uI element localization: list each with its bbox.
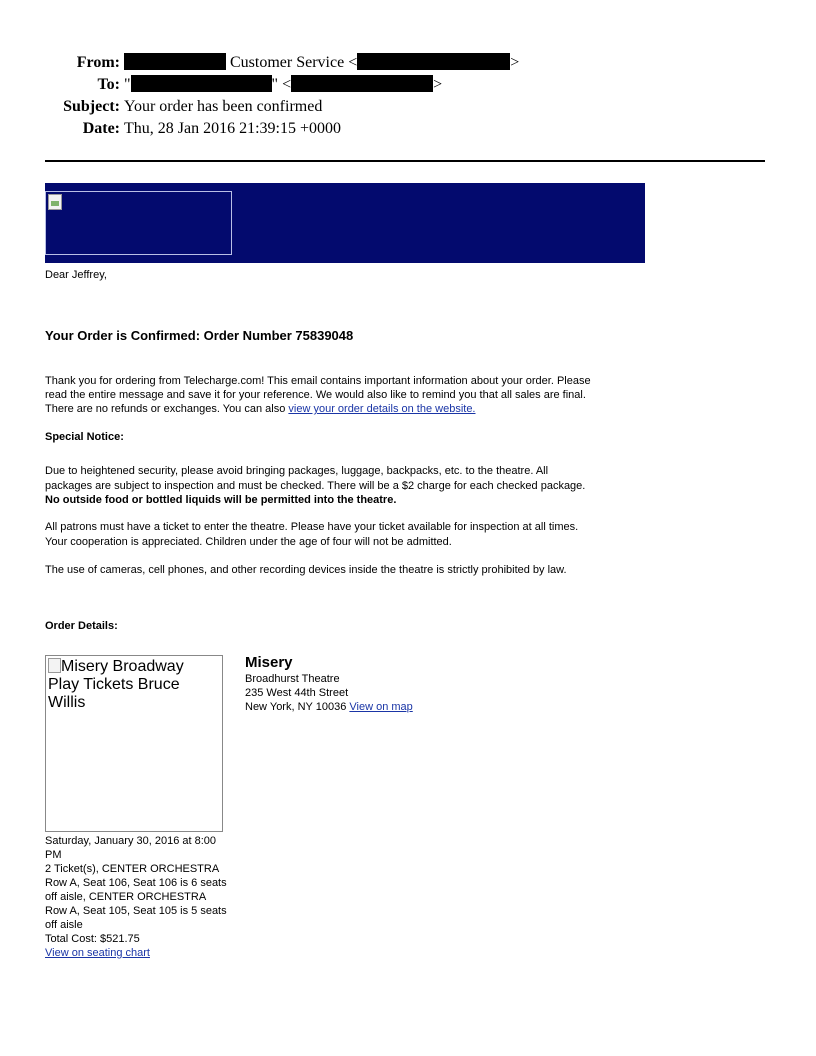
date-label: Date: (82, 120, 120, 137)
email-banner (45, 183, 645, 263)
header-divider (45, 160, 765, 162)
notice-p2-line-1: All patrons must have a ticket to enter the theatre. Please have your ticket available for inspection at all times. (45, 521, 579, 533)
intro-line-3 (45, 402, 476, 416)
poster-alt-label: Misery Broadway Play Tickets Bruce Willis (48, 658, 184, 711)
from-label: From: (76, 54, 120, 71)
to-mid: " < (271, 76, 292, 93)
redacted-to-name (131, 75, 272, 92)
subject-label: Subject: (63, 98, 120, 115)
tickets-line-3: off aisle, CENTER ORCHESTRA (45, 891, 207, 903)
notice-p3: The use of cameras, cell phones, and other recording devices inside the theatre is strictly prohibited by law. (45, 564, 567, 576)
order-heading: Your Order is Confirmed: Order Number 75839048 (45, 328, 354, 343)
tickets-line-5: off aisle (45, 919, 83, 931)
intro-line-3-text: There are no refunds or exchanges. You can also (45, 403, 289, 415)
venue-city: New York, NY 10036 (245, 701, 350, 713)
date-text: Thu, 28 Jan 2016 21:39:15 +0000 (124, 120, 342, 137)
ticket-details (45, 834, 245, 960)
intro-line-1: Thank you for ordering from Telecharge.com! This email contains important information about your order. Please (45, 375, 591, 387)
broken-image-icon (48, 194, 62, 210)
tickets-line-2: Row A, Seat 106, Seat 106 is 6 seats (45, 877, 227, 889)
order-details-link[interactable]: view your order details on the website. (288, 403, 476, 415)
view-on-map-link[interactable]: View on map (349, 701, 413, 713)
from-close: > (510, 54, 520, 71)
to-label: To: (97, 76, 120, 93)
notice-p1-line-1: Due to heightened security, please avoid bringing packages, luggage, backpacks, etc. to the theatre. All (45, 465, 549, 477)
venue-street: 235 West 44th Street (245, 687, 349, 699)
greeting: Dear Jeffrey, (45, 269, 107, 281)
seating-chart-link[interactable]: View on seating chart (45, 947, 150, 959)
to-quote-open: " (124, 76, 131, 93)
notice-p1-bold: No outside food or bottled liquids will be permitted into the theatre. (45, 494, 397, 506)
show-poster-image (45, 655, 223, 832)
tickets-line-4: Row A, Seat 105, Seat 105 is 5 seats (45, 905, 227, 917)
from-name: Customer Service < (230, 54, 358, 71)
tickets-line-1: 2 Ticket(s), CENTER ORCHESTRA (45, 863, 220, 875)
redacted-from-name (124, 53, 226, 70)
venue-name: Broadhurst Theatre (245, 673, 340, 685)
special-notice-heading: Special Notice: (45, 431, 124, 443)
order-details-heading: Order Details: (45, 620, 118, 632)
show-title: Misery (245, 654, 293, 671)
performance-date-line-1: Saturday, January 30, 2016 at 8:00 (45, 835, 217, 847)
total-cost: Total Cost: $521.75 (45, 933, 140, 945)
redacted-from-email (357, 53, 510, 70)
performance-date-line-2: PM (45, 849, 62, 861)
broken-image-icon (48, 658, 61, 673)
poster-alt-text (48, 658, 218, 712)
logo-image-placeholder (45, 191, 232, 255)
notice-p2-line-2: Your cooperation is appreciated. Children under the age of four will not be admitted. (45, 536, 452, 548)
redacted-to-email (291, 75, 433, 92)
intro-line-2: read the entire message and save it for your reference. We would also like to remind you that all sales are final. (45, 389, 586, 401)
venue-city-row (245, 700, 413, 714)
subject-text: Your order has been confirmed (124, 98, 323, 115)
notice-p1-line-2: packages are subject to inspection and must be checked. There will be a $2 charge for each checked package. (45, 480, 586, 492)
to-close: > (433, 76, 443, 93)
